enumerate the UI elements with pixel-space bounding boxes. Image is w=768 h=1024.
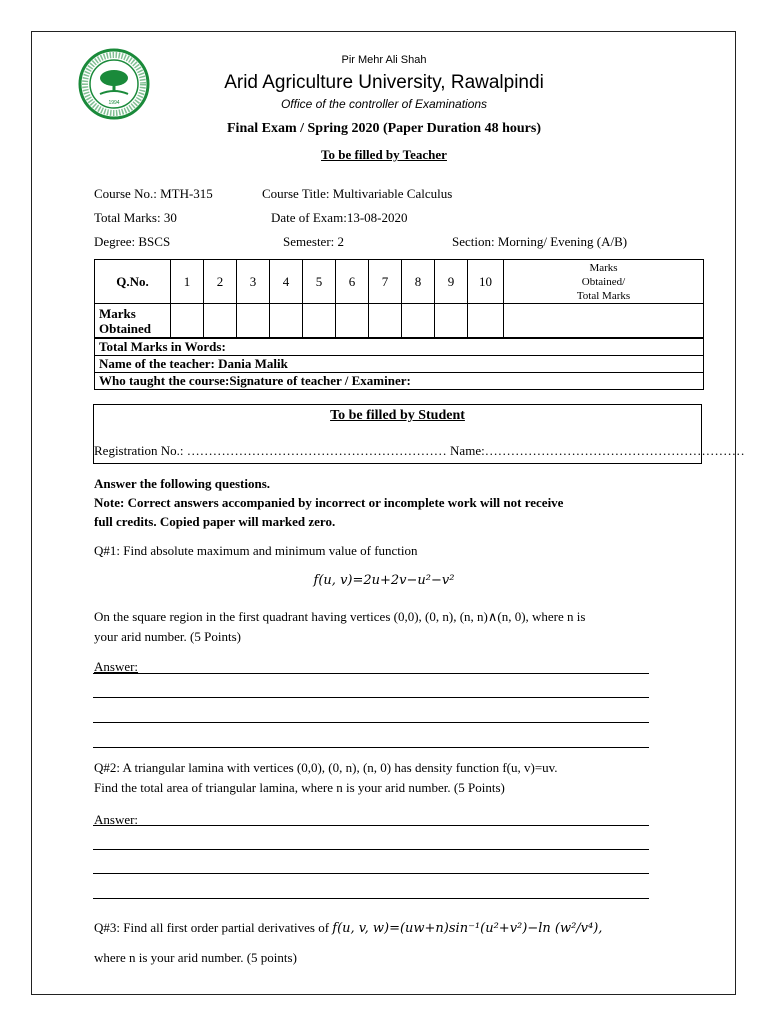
university-name: Arid Agriculture University, Rawalpindi bbox=[224, 72, 544, 93]
semester: Semester: 2 bbox=[283, 234, 345, 249]
qno-cell: 6 bbox=[336, 260, 369, 304]
qno-header: Q.No. bbox=[95, 260, 171, 304]
marks-in-words: Total Marks in Words: bbox=[95, 339, 704, 356]
marks-cell[interactable] bbox=[237, 304, 270, 338]
q1-answer-line[interactable] bbox=[93, 722, 649, 723]
qno-cell: 7 bbox=[369, 260, 402, 304]
teacher-section-title: To be filled by Teacher bbox=[321, 147, 447, 162]
q1-formula: f(u, v)=2u+2v−u²−v² bbox=[313, 573, 455, 588]
q3-footer: where n is your arid number. (5 points) bbox=[94, 950, 297, 965]
logo-year: 1994 bbox=[108, 100, 120, 106]
marks-cell[interactable] bbox=[402, 304, 435, 338]
q2-answer-label: Answer: bbox=[94, 812, 139, 827]
teacher-info-table bbox=[94, 338, 704, 390]
q1-body: On the square region in the first quadrant having vertices (0,0), (0, n), (n, n)∧(n, 0), where n is your arid number. (5 Points) bbox=[94, 609, 586, 644]
qno-cell: 8 bbox=[402, 260, 435, 304]
exam-title: Final Exam / Spring 2020 (Paper Duration 48 hours) bbox=[227, 121, 541, 136]
q3-formula: f(u, v, w)=(uw+n)sin⁻¹(u²+v²)−ln (w²/v⁴), bbox=[332, 921, 603, 936]
q2-answer-line[interactable] bbox=[93, 825, 649, 826]
marks-cell[interactable] bbox=[171, 304, 204, 338]
q2-answer-line[interactable] bbox=[93, 873, 649, 874]
q1-answer-label: Answer: bbox=[94, 659, 139, 674]
q2-answer-line[interactable] bbox=[93, 849, 649, 850]
q2-answer-line[interactable] bbox=[93, 898, 649, 899]
office-subtitle: Office of the controller of Examinations bbox=[280, 97, 488, 111]
marks-header-row bbox=[95, 260, 704, 304]
course-no: Course No.: MTH-315 bbox=[94, 186, 213, 201]
name-field[interactable]: Name:…………………………………………………… bbox=[450, 443, 745, 458]
qno-cell: 3 bbox=[237, 260, 270, 304]
exam-date: Date of Exam:13-08-2020 bbox=[271, 210, 408, 225]
marks-cell[interactable] bbox=[270, 304, 303, 338]
q3-prompt: Q#3: Find all first order partial derivatives of f(u, v, w)=(uw+n)sin⁻¹(u²+v²)−ln (w²/v⁴), bbox=[94, 920, 603, 936]
qno-cell: 2 bbox=[204, 260, 237, 304]
marks-cell[interactable] bbox=[468, 304, 504, 338]
teacher-signature: Who taught the course:Signature of teacher / Examiner: bbox=[95, 373, 704, 390]
degree: Degree: BSCS bbox=[94, 234, 171, 249]
marks-obtained-row bbox=[95, 304, 704, 338]
q1-prompt: Q#1: Find absolute maximum and minimum value of function bbox=[94, 543, 418, 558]
student-section-title: To be filled by Student bbox=[330, 408, 465, 423]
marks-cell[interactable] bbox=[303, 304, 336, 338]
q1-answer-line[interactable] bbox=[93, 747, 649, 748]
instructions: Answer the following questions. Note: Correct answers accompanied by incorrect or incomplete work will not receive full credits. Copied paper will marked zero. bbox=[94, 476, 564, 529]
marks-cell[interactable] bbox=[336, 304, 369, 338]
q1-answer-line[interactable] bbox=[93, 673, 649, 674]
total-marks-cell[interactable] bbox=[504, 304, 704, 338]
teacher-name: Name of the teacher: Dania Malik bbox=[95, 356, 704, 373]
student-box bbox=[93, 404, 745, 464]
q2-prompt: Q#2: A triangular lamina with vertices (0,0), (0, n), (n, 0) has density function f(u, v)=uv. Find the total area of triangular lamina, where n is your arid number. (5 Points) bbox=[94, 760, 558, 795]
q1-answer-line[interactable] bbox=[93, 697, 649, 698]
university-prefix: Pir Mehr Ali Shah bbox=[341, 54, 427, 66]
course-title: Course Title: Multivariable Calculus bbox=[262, 186, 453, 201]
qno-cell: 10 bbox=[468, 260, 504, 304]
marks-cell[interactable] bbox=[204, 304, 237, 338]
section: Section: Morning/ Evening (A/B) bbox=[452, 234, 628, 249]
registration-field[interactable]: Registration No.: …………………………………………………… bbox=[94, 443, 447, 458]
marks-obtained-label: Marks Obtained bbox=[95, 304, 171, 338]
total-marks: Total Marks: 30 bbox=[94, 210, 177, 225]
marks-cell[interactable] bbox=[435, 304, 468, 338]
marks-cell[interactable] bbox=[369, 304, 402, 338]
total-marks-header: Marks Obtained/ Total Marks bbox=[504, 260, 704, 304]
marks-table bbox=[94, 259, 704, 338]
qno-cell: 5 bbox=[303, 260, 336, 304]
qno-cell: 4 bbox=[270, 260, 303, 304]
qno-cell: 1 bbox=[171, 260, 204, 304]
registration-line bbox=[94, 443, 745, 459]
qno-cell: 9 bbox=[435, 260, 468, 304]
